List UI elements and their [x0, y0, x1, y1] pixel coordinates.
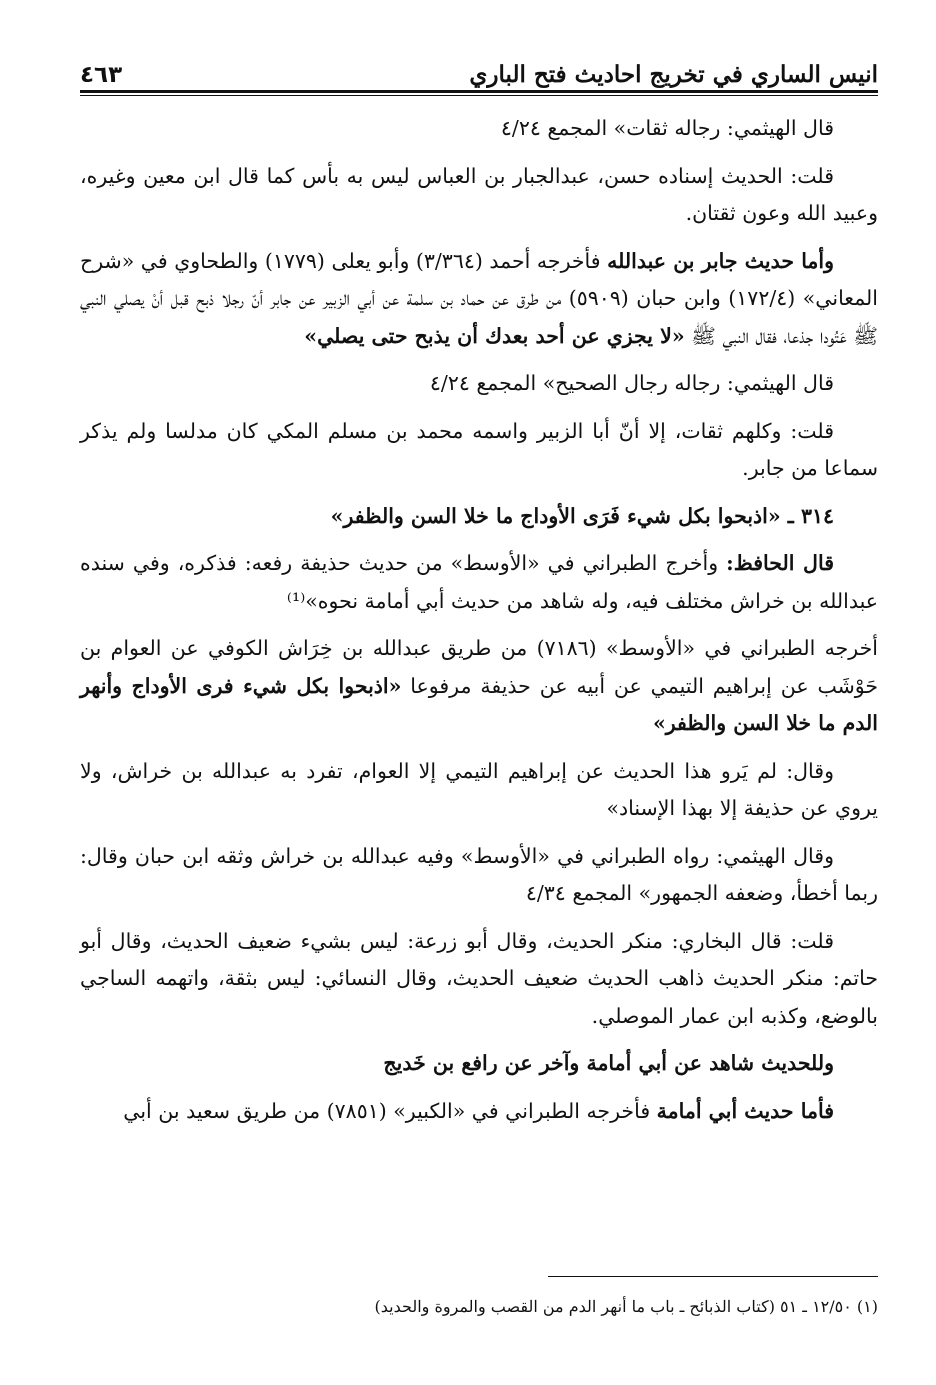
paragraph-text: وقال: لم يَرو هذا الحديث عن إبراهيم التيمي إلا العوام، تفرد به عبدالله بن خراش، ولا يروي عن حذيفة إلا بهذا الإسناد»	[80, 758, 878, 820]
header-rule-thin	[80, 95, 878, 96]
paragraph	[80, 630, 878, 743]
paragraph	[80, 243, 878, 356]
paragraph-text: قلت: الحديث إسناده حسن، عبدالجبار بن العباس ليس به بأس كما قال ابن معين وغيره، وعبيد الله وعون ثقتان.	[80, 163, 878, 225]
footnote	[80, 1294, 878, 1320]
body-text	[80, 110, 878, 1130]
running-header	[80, 48, 878, 88]
paragraph-text: قال الهيثمي: رجاله رجال الصحيح» المجمع ٤/٢٤	[429, 371, 834, 395]
paragraph	[80, 365, 878, 403]
paragraph-quote: «اذبحوا بكل شيء فرى الأوداج وأنهر الدم ما خلا السن والظفر»	[80, 673, 878, 735]
header-title: انيس الساري في تخريج احاديث فتح الباري	[469, 61, 878, 88]
footnote-text: (١) ١٢/٥٠ ـ ٥١ (كتاب الذبائح ـ باب ما أنهر الدم من القصب والمروة والحديد)	[374, 1297, 878, 1316]
page	[80, 48, 878, 1385]
paragraph	[80, 545, 878, 620]
paragraph-text: أخرجه الطبراني في «الأوسط» (٧١٨٦) من طريق عبدالله بن خِرَاش الكوفي عن العوام بن حَوْشَب عن إبراهيم التيمي عن أبيه عن حذيفة مرفوعا	[80, 636, 879, 698]
paragraph	[80, 110, 878, 148]
paragraph-text: قلت: قال البخاري: منكر الحديث، وقال أبو زرعة: ليس بشيء ضعيف الحديث، وقال أبو حاتم: منكر الحديث ذاهب الحديث ضعيف الحديث، وقال النسائي: ليس بثقة، واتهمه الساجي بالوضع، وكذبه ابن عمار الموصلي.	[80, 928, 878, 1028]
paragraph-lead: وللحديث شاهد عن أبي أمامة وآخر عن رافع بن خَديج	[383, 1051, 834, 1075]
footnote-separator	[548, 1276, 878, 1277]
paragraph-text: فأخرجه أحمد (٣/٣٦٤) وأبو يعلى (١٧٧٩) والطحاوي في «شرح المعاني» (١٧٢/٤) وابن حبان (٥٩٠٩) من طرق عن حماد بن سلمة عن أبي الزبير عن جابر أنّ رجلا ذبح قبل أنْ يصلي النبي ﷺ عَتُودا جذعا، فقال النبي ﷺ	[80, 248, 878, 348]
header-rule	[80, 90, 878, 93]
page-number: ٤٦٣	[80, 62, 123, 88]
paragraph-lead: فأما حديث أبي أمامة	[656, 1098, 834, 1123]
paragraph	[80, 158, 878, 233]
paragraph	[80, 1093, 878, 1131]
paragraph-lead: وأما حديث جابر بن عبدالله	[607, 248, 835, 273]
hadith-heading-text: ٣١٤ ـ «اذبحوا بكل شيء فَرَى الأوداج ما خلا السن والظفر»	[330, 503, 834, 528]
hadith-heading	[80, 498, 878, 536]
paragraph	[80, 838, 878, 913]
paragraph-text: وأخرج الطبراني في «الأوسط» من حديث حذيفة رفعه: فذكره، وفي سنده عبدالله بن خراش مختلف فيه، وله شاهد من حديث أبي أمامة نحوه»⁽¹⁾	[80, 551, 878, 613]
paragraph-text: قلت: وكلهم ثقات، إلا أنّ أبا الزبير واسمه محمد بن مسلم المكي كان مدلسا ولم يذكر سماعا من جابر.	[80, 418, 878, 480]
paragraph-text: فأخرجه الطبراني في «الكبير» (٧٨٥١) من طريق سعيد بن أبي	[123, 1098, 657, 1123]
paragraph	[80, 413, 878, 488]
paragraph-text: قال الهيثمي: رجاله ثقات» المجمع ٤/٢٤	[500, 116, 834, 140]
paragraph-text: وقال الهيثمي: رواه الطبراني في «الأوسط» وفيه عبدالله بن خراش وثقه ابن حبان وقال: ربما أخطأ، وضعفه الجمهور» المجمع ٤/٣٤	[80, 843, 878, 905]
paragraph	[80, 753, 878, 828]
paragraph	[80, 923, 878, 1036]
paragraph-lead: قال الحافظ:	[726, 551, 835, 575]
paragraph-quote: «لا يجزي عن أحد بعدك أن يذبح حتى يصلي»	[304, 323, 685, 348]
paragraph	[80, 1045, 878, 1083]
